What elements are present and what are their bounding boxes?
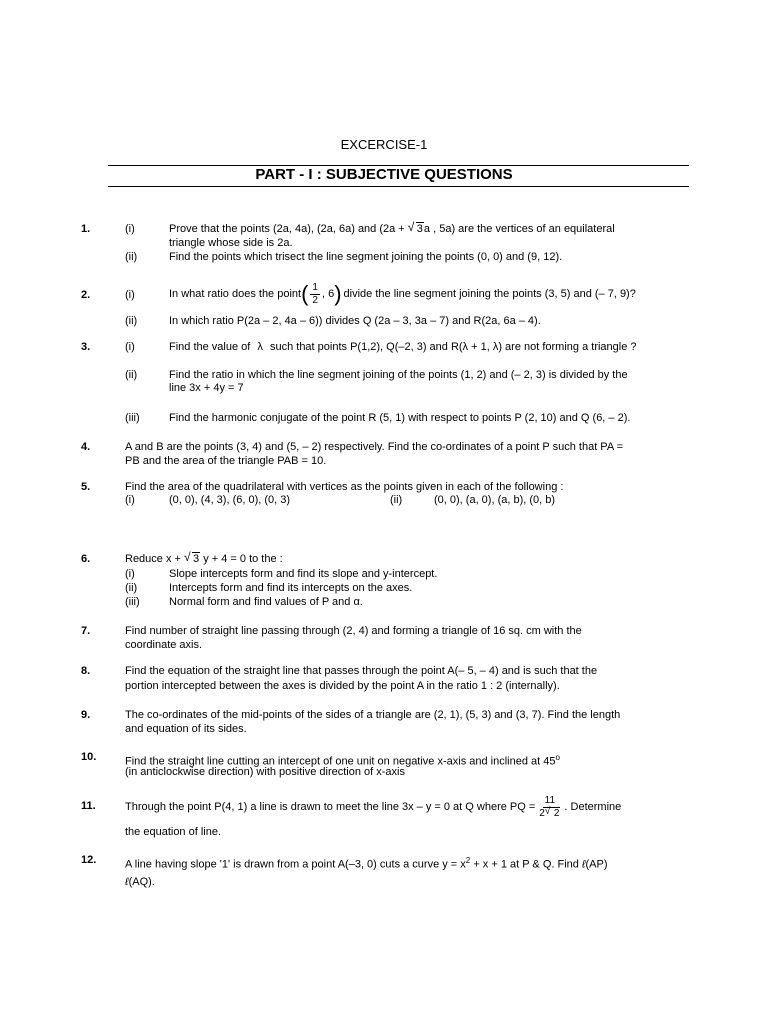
fraction: 11 2 √ 2 [539,794,560,819]
question-text: Find the area of the quadrilateral with vertices as the points given in each of the following : [125,481,564,493]
question-text: A and B are the points (3, 4) and (5, – 2) respectively. Find the co-ordinates of a point P such that PA = [125,441,624,453]
part-title: PART - I : SUBJECTIVE QUESTIONS [255,166,513,183]
question-number: 12. [81,854,97,866]
exercise-title: EXCERCISE-1 [340,137,428,152]
question-number: 4. [81,441,91,453]
sub-label: (i) [125,341,135,353]
question-text: PB and the area of the triangle PAB = 10. [125,455,327,467]
question-text: (0, 0), (4, 3), (6, 0), (0, 3) [169,494,291,506]
sub-label: (iii) [125,412,140,424]
sub-label: (ii) [125,315,138,327]
question-text: and equation of its sides. [125,723,247,735]
sub-label: (ii) [125,251,138,263]
question-text: Find the straight line cutting an intercept of one unit on negative x-axis and inclined at 45$^o$ [125,753,560,768]
sub-label: (i) [125,223,135,235]
question-text: line 3x + 4y = 7 [169,382,244,394]
question-number: 9. [81,709,91,721]
question-number: 2. [81,289,91,301]
question-text: (0, 0), (a, 0), (a, b), (0, b) [434,494,556,506]
sqrt-symbol: √ 2 [544,805,560,819]
sub-label: (i) [125,289,135,301]
question-text: Reduce x + √ 3 y + 4 = 0 to the : [125,550,283,565]
question-text: Find the harmonic conjugate of the point R (5, 1) with respect to points P (2, 10) and Q (6, – 2). [169,412,631,424]
question-text: portion intercepted between the axes is divided by the point A in the ratio 1 : 2 (internally). [125,680,560,692]
sub-label: (ii) [390,494,403,506]
sqrt-symbol: √ 3 [407,220,423,235]
left-paren: ( [301,281,309,306]
question-number: 7. [81,625,91,637]
question-text: Through the point P(4, 1) a line is drawn to meet the line 3x – y = 0 at Q where PQ = 11 2 √ 2 . Determine [125,794,622,819]
sub-label: (ii) [125,369,138,381]
question-text: ℓ(AQ). [125,876,155,888]
question-text: The co-ordinates of the mid-points of the sides of a triangle are (2, 1), (5, 3) and (3, 7). Find the length [125,709,621,721]
bottom-rule [108,186,689,187]
sqrt-symbol: √ 3 [184,550,200,565]
question-text: Find the ratio in which the line segment joining of the points (1, 2) and (– 2, 3) is divided by the [169,369,628,381]
question-text: the equation of line. [125,826,222,838]
question-number: 8. [81,665,91,677]
question-text: Find number of straight line passing through (2, 4) and forming a triangle of 16 sq. cm with the [125,625,582,637]
fraction: $\frac{1}{2}$ [312,281,318,306]
question-text: Prove that the points (2a, 4a), (2a, 6a) and (2a + √ 3a , 5a) are the vertices of an equilateral [169,220,615,235]
right-paren: ) [334,281,342,306]
question-text: Slope intercepts form and find its slope and y-intercept. [169,568,438,580]
question-text: (in anticlockwise direction) with positive direction of x-axis [125,766,405,778]
superscript: 2 [465,856,471,865]
question-text: In which ratio P(2a – 2, 4a – 6)) divides Q (2a – 3, 3a – 7) and R(2a, 6a – 4). [169,315,541,327]
question-text: A line having slope '1' is drawn from a point A(–3, 0) cuts a curve $y = x^2 + x + 1$ at P & Q. Find ℓ(AP) [125,856,608,871]
question-text: coordinate axis. [125,639,203,651]
question-text: triangle whose side is 2a. [169,237,293,249]
question-number: 11. [81,800,96,812]
sub-label: (iii) [125,596,140,608]
sub-label: (i) [125,494,135,506]
question-number: 1. [81,223,91,235]
question-text: Intercepts form and find its intercepts on the axes. [169,582,413,594]
question-text: Normal form and find values of P and α. [169,596,363,608]
question-number: 5. [81,481,91,493]
question-number: 3. [81,341,91,353]
sub-label: (ii) [125,582,138,594]
question-number: 6. [81,553,91,565]
question-number: 10. [81,751,97,763]
question-text: Find the equation of the straight line that passes through the point A(– 5, – 4) and is such that the [125,665,598,677]
degree-symbol: o [555,753,560,762]
sub-label: (i) [125,568,135,580]
question-text: Find the value of λ such that points P(1,2), Q(–2, 3) and R(λ + 1, λ) are not forming a triangle ? [169,341,637,353]
question-text: Find the points which trisect the line segment joining the points (0, 0) and (9, 12). [169,251,563,263]
question-text: In what ratio does the point ( $\frac{1}{2}$ , 6 ) divide the line segment joining the points (3, 5) and (– 7, 9)? [169,281,636,306]
